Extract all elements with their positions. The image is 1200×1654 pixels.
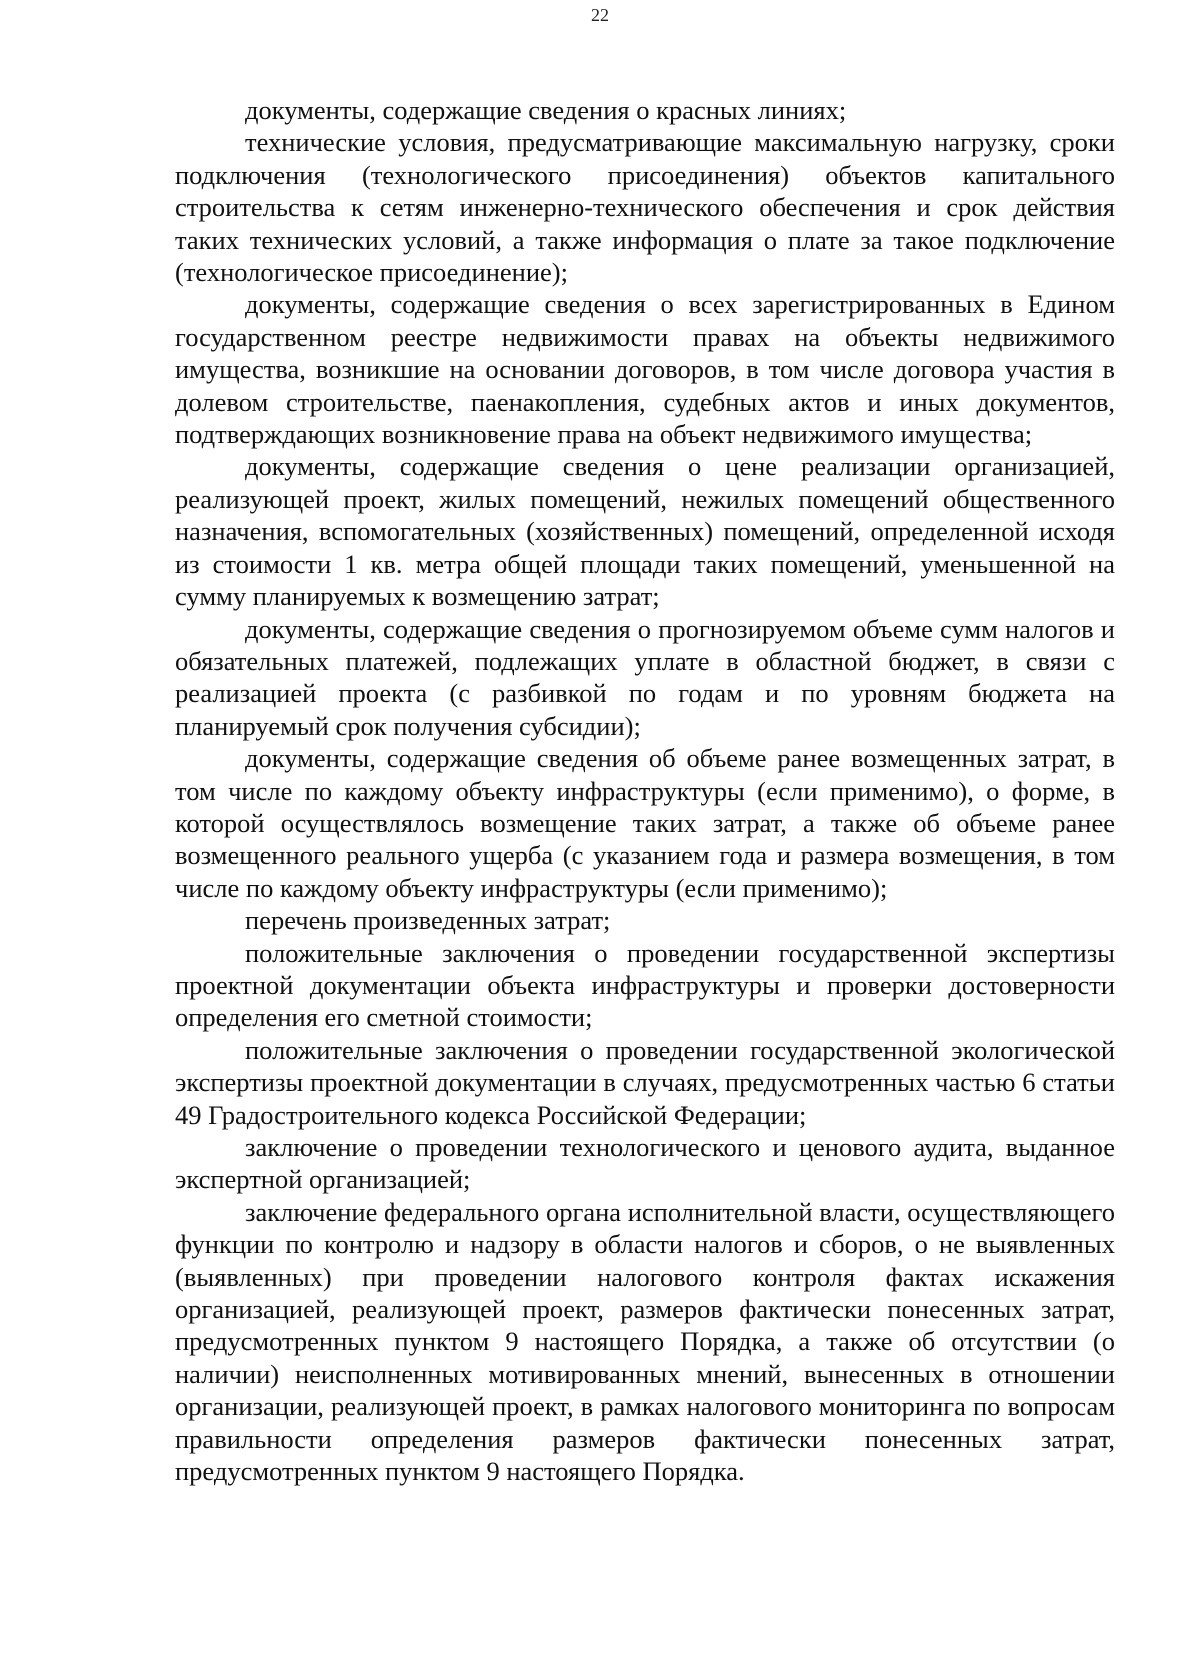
paragraph: положительные заключения о проведении государственной экологической экспертизы проектной документации в случаях, предусмотренных частью 6 статьи 49 Градостроительного кодекса Российской Федерации; xyxy=(175,1034,1115,1130)
document-body xyxy=(175,94,1115,1487)
paragraph: технические условия, предусматривающие максимальную нагрузку, сроки подключения (технологического присоединения) объектов капитального строительства к сетям инженерно-технического обеспечения и срок действия таких технических условий, а также информация о плате за такое подключение (технологическое присоединение); xyxy=(175,127,1115,288)
page-number: 22 xyxy=(591,5,609,25)
paragraph: документы, содержащие сведения об объеме ранее возмещенных затрат, в том числе по каждому объекту инфраструктуры (если применимо), о форме, в которой осуществлялось возмещение таких затрат, а также об объеме ранее возмещенного реального ущерба (с указанием года и размера возмещения, в том числе по каждому объекту инфраструктуры (если применимо); xyxy=(175,743,1115,903)
paragraph: документы, содержащие сведения о цене реализации организацией, реализующей проект, жилых помещений, нежилых помещений общественного назначения, вспомогательных (хозяйственных) помещений, определенной исходя из стоимости 1 кв. метра общей площади таких помещений, уменьшенной на сумму планируемых к возмещению затрат; xyxy=(175,451,1115,612)
paragraph: положительные заключения о проведении государственной экспертизы проектной документации объекта инфраструктуры и проверки достоверности определения его сметной стоимости; xyxy=(175,937,1115,1033)
paragraph: документы, содержащие сведения о красных линиях; xyxy=(245,95,847,125)
paragraph: заключение федерального органа исполнительной власти, осуществляющего функции по контролю и надзору в области налогов и сборов, о не выявленных (выявленных) при проведении налогового контроля фактах искажения организацией, реализующей проект, размеров фактически понесенных затрат, предусмотренных пунктом 9 настоящего Порядка, а также об отсутствии (о наличии) неисполненных мотивированных мнений, вынесенных в отношении организации, реализующей проект, в рамках налогового мониторинга по вопросам правильности определения размеров фактически понесенных затрат, предусмотренных пунктом 9 настоящего Порядка. xyxy=(175,1196,1115,1487)
paragraph: документы, содержащие сведения о всех зарегистрированных в Едином государственном реестре недвижимости правах на объекты недвижимого имущества, возникшие на основании договоров, в том числе договора участия в долевом строительстве, паенакопления, судебных актов и иных документов, подтверждающих возникновение права на объект недвижимого имущества; xyxy=(175,289,1115,450)
paragraph: документы, содержащие сведения о прогнозируемом объеме сумм налогов и обязательных платежей, подлежащих уплате в областной бюджет, в связи с реализацией проекта (с разбивкой по годам и по уровням бюджета на планируемый срок получения субсидии); xyxy=(175,613,1115,741)
paragraph: заключение о проведении технологического и ценового аудита, выданное экспертной организацией; xyxy=(175,1132,1115,1195)
paragraph: перечень произведенных затрат; xyxy=(245,905,611,936)
